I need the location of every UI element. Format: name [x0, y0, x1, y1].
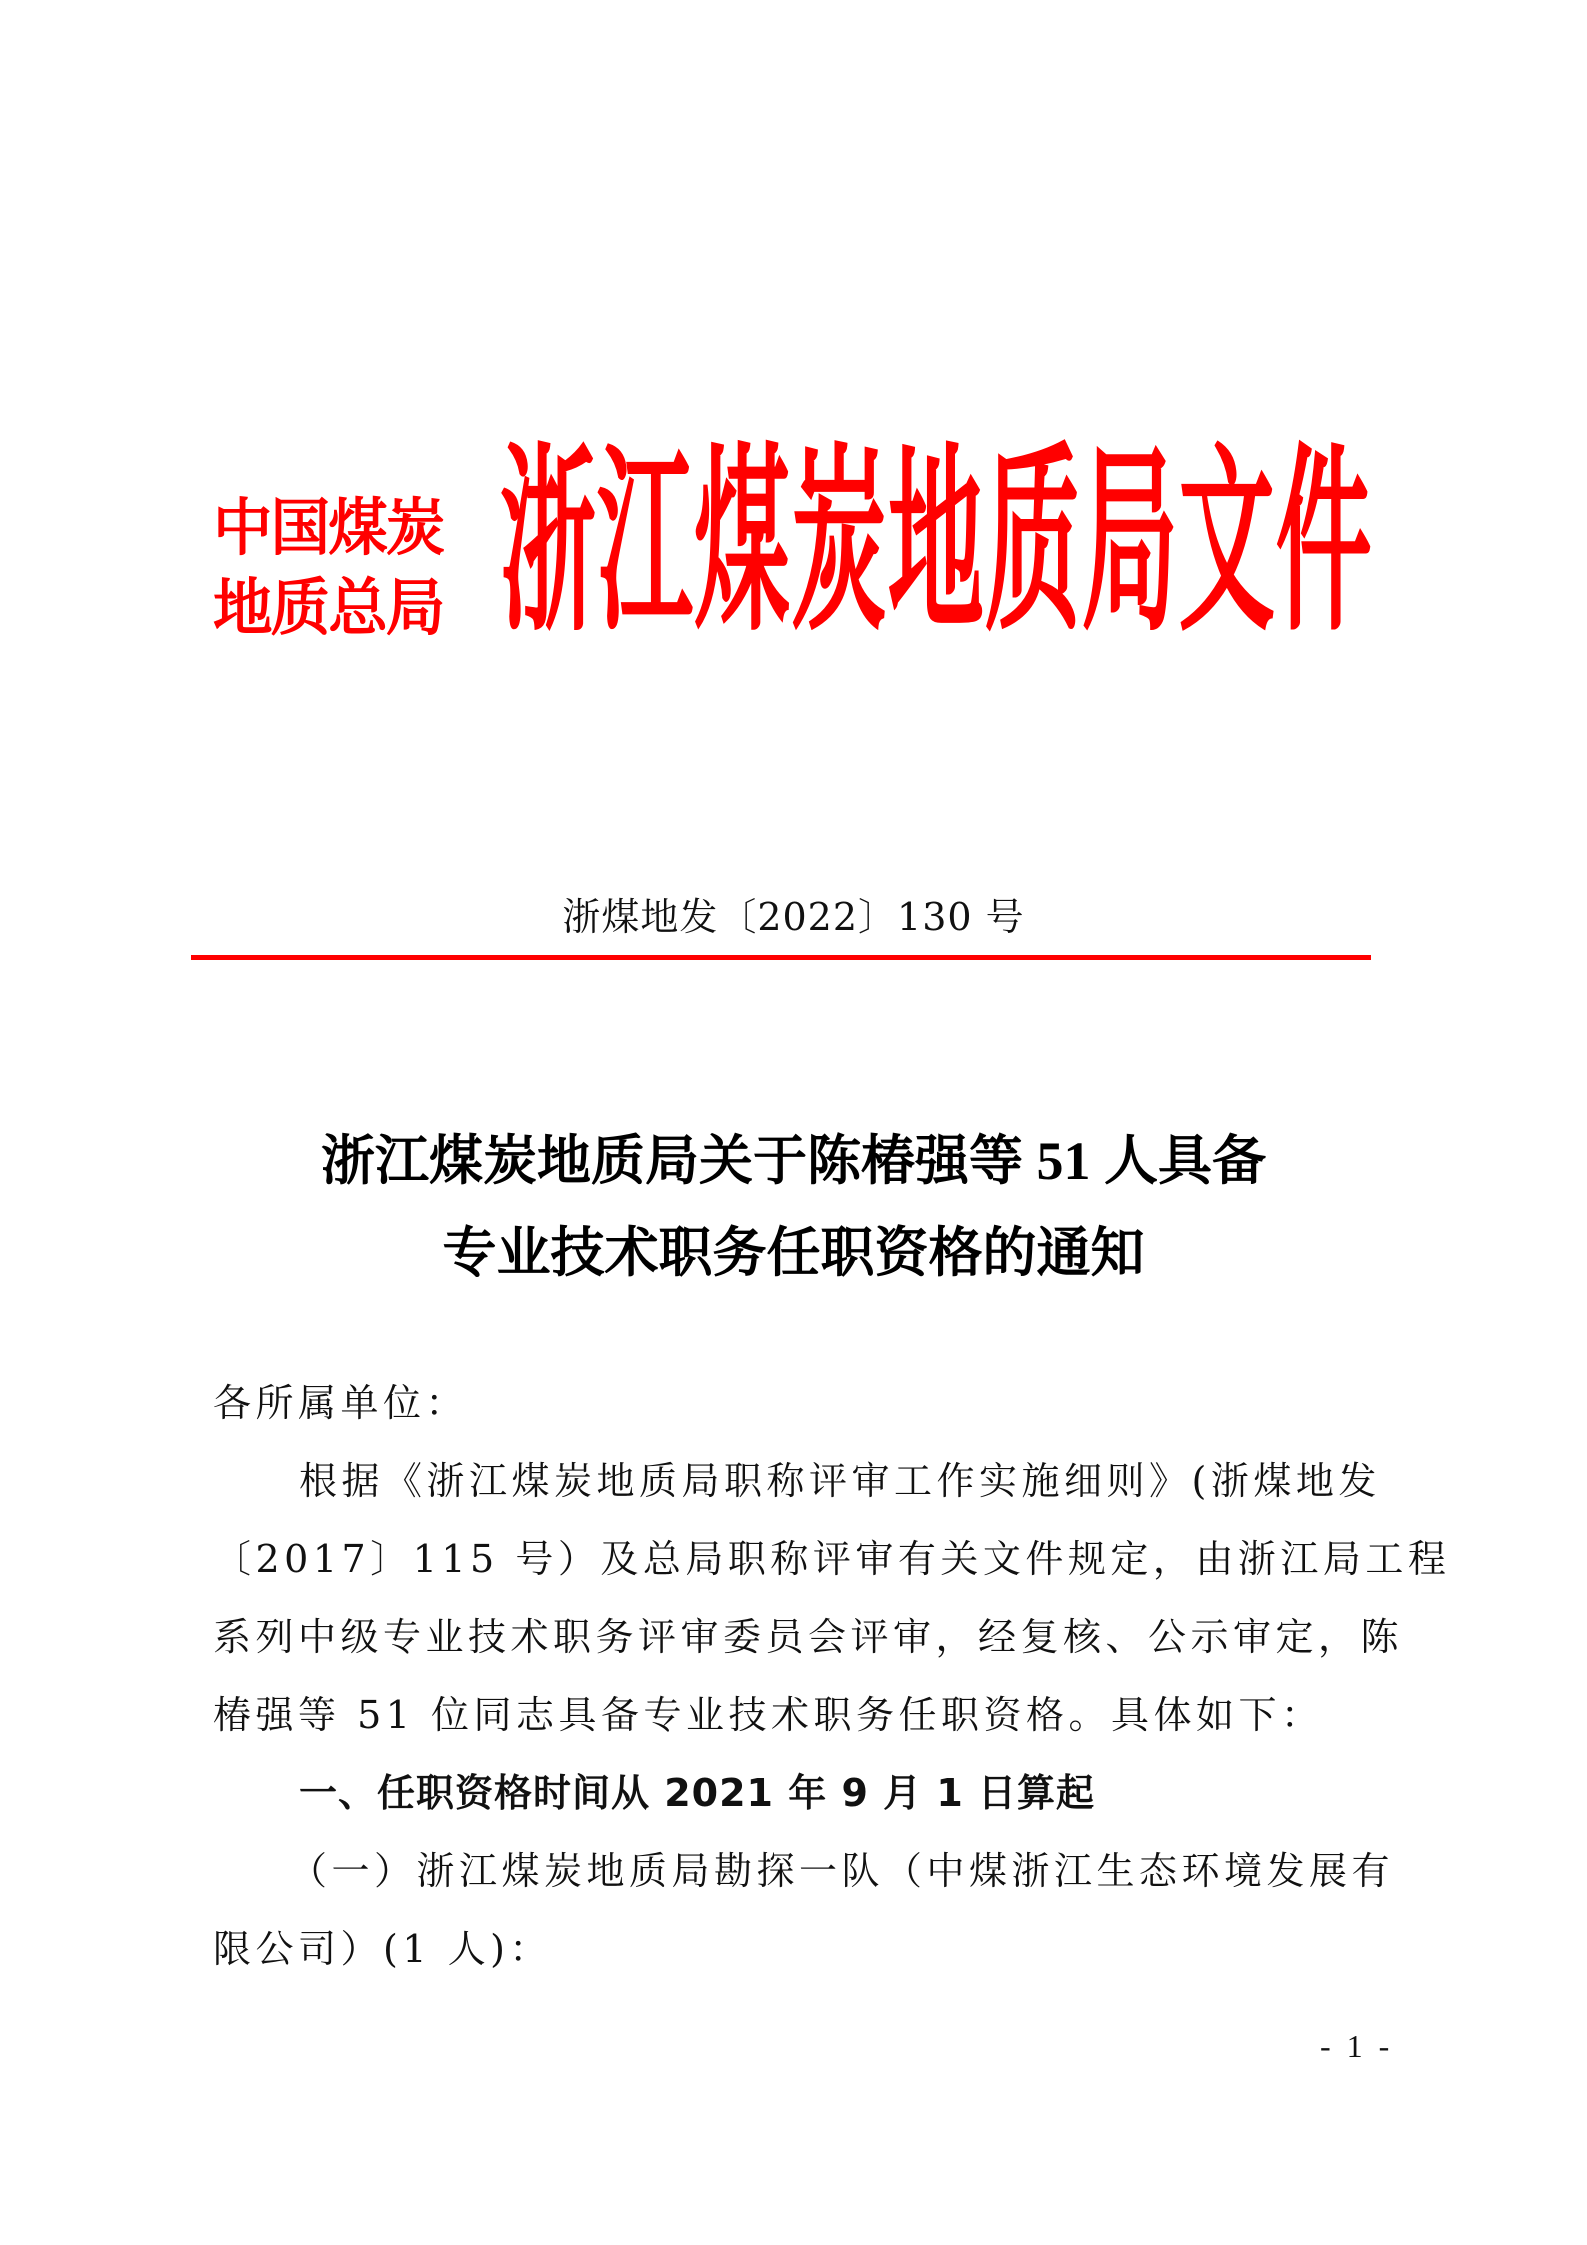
salutation: 各所属单位：: [213, 1381, 469, 1425]
document-title-line-1: 浙江煤炭地质局关于陈椿强等 51 人具备: [321, 1131, 1266, 1191]
page-number: - 1 -: [1320, 2028, 1394, 2064]
section-heading: 一、任职资格时间从 2021 年 9 月 1 日算起: [299, 1771, 1096, 1815]
subsection-line-2: 限公司）(1 人)：: [213, 1927, 552, 1971]
subsection-line-1: （一）浙江煤炭地质局勘探一队（中煤浙江生态环境发展有: [289, 1849, 1395, 1893]
issuer-parent-org-line-2: 地质总局: [213, 571, 444, 644]
paragraph-line-3: 系列中级专业技术职务评审委员会评审，经复核、公示审定，陈: [213, 1615, 1404, 1659]
issuer-parent-org-line-1: 中国煤炭: [213, 491, 444, 564]
document-number: 浙煤地发〔2022〕130 号: [562, 895, 1025, 939]
paragraph-line-1: 根据《浙江煤炭地质局职称评审工作实施细则》(浙煤地发: [299, 1459, 1381, 1503]
paragraph-line-4: 椿强等 51 位同志具备专业技术职务任职资格。具体如下：: [213, 1693, 1324, 1737]
document-title-line-2: 专业技术职务任职资格的通知: [442, 1223, 1145, 1283]
issuer-document-header: 浙江煤炭地质局文件: [500, 424, 1373, 659]
paragraph-line-2: 〔2017〕115 号）及总局职称评审有关文件规定，由浙江局工程: [213, 1537, 1451, 1581]
red-divider-line: [191, 955, 1371, 960]
issuer-parent-org: [213, 488, 473, 648]
